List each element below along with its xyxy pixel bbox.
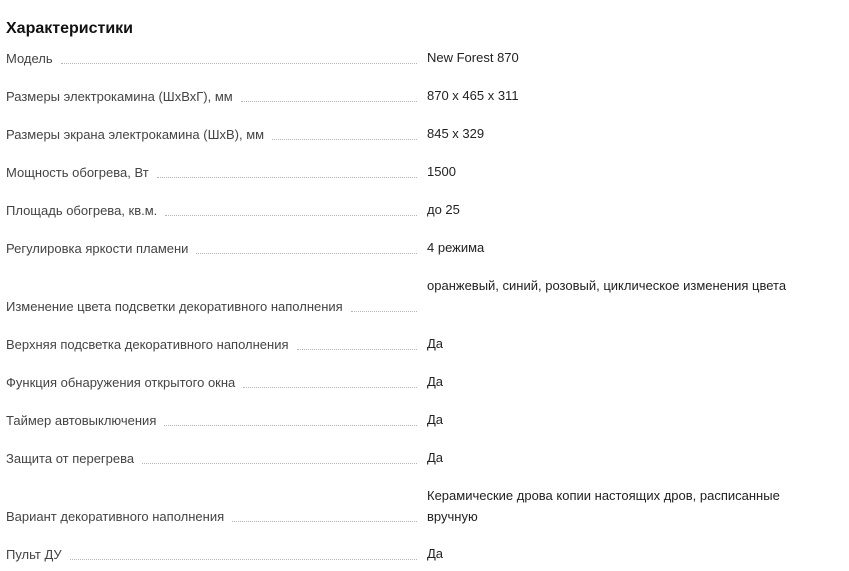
spec-label-cell <box>6 199 417 219</box>
spec-row-timer <box>0 409 849 429</box>
spec-label: Площадь обогрева, кв.м. <box>6 203 165 219</box>
spec-row-backlight-color <box>0 275 849 315</box>
spec-row-heating-area <box>0 199 849 219</box>
spec-row-flame-brightness <box>0 237 849 257</box>
spec-label-cell <box>6 485 417 525</box>
spec-row-model <box>0 47 849 67</box>
dotted-leader <box>351 311 417 312</box>
spec-value: New Forest 870 <box>427 50 519 65</box>
spec-value: Да <box>427 374 444 389</box>
spec-label: Пульт ДУ <box>6 547 70 563</box>
dotted-leader <box>196 253 417 254</box>
spec-label-cell <box>6 237 417 257</box>
spec-value: оранжевый, синий, розовый, циклическое изменения цвета <box>427 278 787 293</box>
spec-label-cell <box>6 333 417 353</box>
spec-label-cell <box>6 409 417 429</box>
spec-label: Функция обнаружения открытого окна <box>6 375 243 391</box>
dotted-leader <box>297 349 417 350</box>
dotted-leader <box>272 139 417 140</box>
spec-value: Да <box>427 412 444 427</box>
dotted-leader <box>241 101 417 102</box>
spec-label: Размеры экрана электрокамина (ШхВ), мм <box>6 127 272 143</box>
spec-row-top-backlight <box>0 333 849 353</box>
spec-label: Верхняя подсветка декоративного наполнения <box>6 337 297 353</box>
dotted-leader <box>164 425 417 426</box>
spec-label: Регулировка яркости пламени <box>6 241 196 257</box>
spec-row-filling-variant <box>0 485 849 525</box>
spec-value: 4 режима <box>427 240 485 255</box>
spec-label-cell <box>6 543 417 563</box>
spec-value: 1500 <box>427 164 456 179</box>
spec-label-cell <box>6 47 417 67</box>
dotted-leader <box>165 215 417 216</box>
dotted-leader <box>70 559 417 560</box>
dotted-leader <box>243 387 417 388</box>
spec-label-cell <box>6 85 417 105</box>
spec-row-dimensions <box>0 85 849 105</box>
spec-label-cell <box>6 123 417 143</box>
spec-label: Вариант декоративного наполнения <box>6 509 232 525</box>
spec-value: 845 x 329 <box>427 126 485 141</box>
spec-row-screen-size <box>0 123 849 143</box>
spec-row-remote <box>0 543 849 563</box>
spec-row-overheat <box>0 447 849 467</box>
spec-label-cell <box>6 447 417 467</box>
spec-label: Мощность обогрева, Вт <box>6 165 157 181</box>
dotted-leader <box>61 63 417 64</box>
spec-label-cell <box>6 161 417 181</box>
dotted-leader <box>232 521 417 522</box>
dotted-leader <box>142 463 417 464</box>
spec-label: Размеры электрокамина (ШхВхГ), мм <box>6 89 241 105</box>
spec-row-power <box>0 161 849 181</box>
spec-label: Изменение цвета подсветки декоративного наполнения <box>6 299 351 315</box>
spec-value: Керамические дрова копии настоящих дров, расписанные вручную <box>427 488 780 524</box>
spec-label-cell <box>6 275 417 315</box>
spec-label: Защита от перегрева <box>6 451 142 467</box>
spec-value: Да <box>427 546 444 561</box>
spec-value: Да <box>427 450 444 465</box>
specs-title: Характеристики <box>6 20 134 37</box>
spec-value: до 25 <box>427 202 460 217</box>
spec-label: Таймер автовыключения <box>6 413 164 429</box>
spec-row-open-window <box>0 371 849 391</box>
spec-value: Да <box>427 336 444 351</box>
spec-value: 870 x 465 x 311 <box>427 88 519 103</box>
dotted-leader <box>157 177 417 178</box>
spec-label-cell <box>6 371 417 391</box>
spec-label: Модель <box>6 51 61 67</box>
